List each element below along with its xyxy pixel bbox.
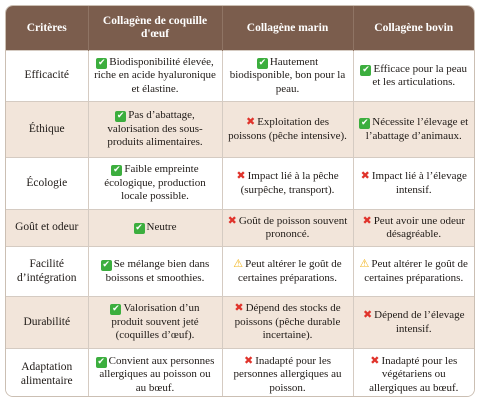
check-icon: ✔: [361, 118, 369, 128]
cell-text: Biodisponibilité élevée, riche en acide hyaluronique et élastine.: [94, 55, 216, 95]
cross-icon: ✖: [245, 115, 256, 128]
cell-text: Neutre: [146, 221, 177, 234]
check-icon: ✔: [116, 111, 125, 122]
warning-icon: ⚠: [359, 257, 370, 270]
table-cell: [353, 51, 474, 102]
cell-text: Dépend de l’élevage intensif.: [374, 309, 465, 335]
cross-icon: ✖: [360, 169, 370, 182]
cell-text: Exploitation des poissons (pêche intensive).: [228, 116, 347, 142]
cell-text: Valorisation d’un produit souvent jeté (coquilles d’œuf).: [111, 302, 200, 342]
cell-text: Peut avoir une odeur désagréable.: [373, 214, 466, 240]
cell-text: Inadapté pour les végétariens ou allergiques au bœuf.: [369, 354, 459, 394]
table-cell: [88, 247, 222, 297]
criterion-label: Goût et odeur: [6, 210, 88, 247]
table-row: [6, 297, 474, 349]
criterion-label: Efficacité: [6, 51, 88, 102]
cross-icon: ✖: [370, 353, 380, 367]
check-icon: ✔: [362, 64, 370, 75]
warning-icon: ⚠: [233, 257, 244, 270]
cell-text: Goût de poisson souvent prononcé.: [238, 214, 348, 240]
cell-text: Se mélange bien dans boissons et smoothies.: [105, 258, 210, 284]
cross-icon: ✖: [244, 353, 254, 367]
cell-text: Dépend des stocks de poissons (pêche durable incertaine).: [234, 302, 341, 342]
table-row: [6, 158, 474, 210]
table-header-row: [6, 6, 474, 51]
cell-text: Faible empreinte écologique, production locale possible.: [104, 163, 206, 203]
table-cell: [353, 297, 474, 349]
table-cell: [222, 349, 353, 398]
criterion-label: Écologie: [6, 158, 88, 210]
table-row: [6, 349, 474, 398]
cell-text: Impact lié à la pêche (surpêche, transport).: [240, 170, 339, 196]
table-cell: [353, 210, 474, 247]
table-row: [6, 51, 474, 102]
cell-text: Pas d’abattage, valorisation des sous-produits alimentaires.: [107, 109, 203, 149]
table-row: [6, 102, 474, 158]
cell-text: Peut altérer le goût de certaines préparations.: [238, 258, 342, 284]
table-cell: [222, 102, 353, 158]
table-cell: [88, 51, 222, 102]
cross-icon: ✖: [362, 308, 373, 321]
table-cell: [353, 158, 474, 210]
table-row: [6, 247, 474, 297]
criterion-label: Durabilité: [6, 297, 88, 349]
comparison-table: [5, 5, 475, 397]
table-cell: [222, 210, 353, 247]
table-cell: [353, 102, 474, 158]
table-cell: [88, 349, 222, 398]
check-icon: ✔: [97, 57, 106, 68]
cell-text: Convient aux personnes allergiques au poisson ou au bœuf.: [99, 354, 215, 394]
table-cell: [222, 247, 353, 297]
header-criteria: Critères: [6, 6, 88, 51]
cross-icon: ✖: [234, 301, 244, 315]
table-cell: [88, 297, 222, 349]
check-icon: ✔: [102, 260, 110, 270]
header-eggshell-collagen: Collagène de coquille d'œuf: [88, 6, 222, 51]
criterion-label: Facilité d’intégration: [6, 247, 88, 297]
table-cell: [88, 158, 222, 210]
criterion-label: Adaptation alimentaire: [6, 349, 88, 398]
header-marine-collagen: Collagène marin: [222, 6, 353, 51]
cell-text: Inadapté pour les personnes allergiques au poisson.: [233, 354, 342, 394]
check-icon: ✔: [113, 165, 121, 176]
cell-text: Nécessite l’élevage et l’abattage d’animaux.: [365, 116, 469, 142]
table-cell: [353, 247, 474, 297]
criterion-label: Éthique: [6, 102, 88, 158]
check-icon: ✔: [135, 223, 143, 234]
cell-text: Peut altérer le goût de certaines préparations.: [364, 258, 468, 284]
table-cell: [88, 210, 222, 247]
table-cell: [88, 102, 222, 158]
check-icon: ✔: [97, 356, 105, 367]
check-icon: ✔: [258, 57, 267, 68]
table-cell: [222, 51, 353, 102]
table-row: [6, 210, 474, 247]
header-bovine-collagen: Collagène bovin: [353, 6, 474, 51]
check-icon: ✔: [112, 304, 120, 315]
table-cell: [353, 349, 474, 398]
cell-text: Hautement biodisponible, bon pour la peau.: [229, 55, 346, 95]
cell-text: Efficace pour la peau et les articulations.: [372, 62, 468, 88]
table-cell: [222, 297, 353, 349]
cross-icon: ✖: [227, 213, 237, 227]
cross-icon: ✖: [236, 169, 246, 182]
cell-text: Impact lié à l’élevage intensif.: [371, 170, 467, 196]
comparison-table-grid: [6, 6, 474, 397]
cross-icon: ✖: [362, 213, 372, 227]
table-cell: [222, 158, 353, 210]
